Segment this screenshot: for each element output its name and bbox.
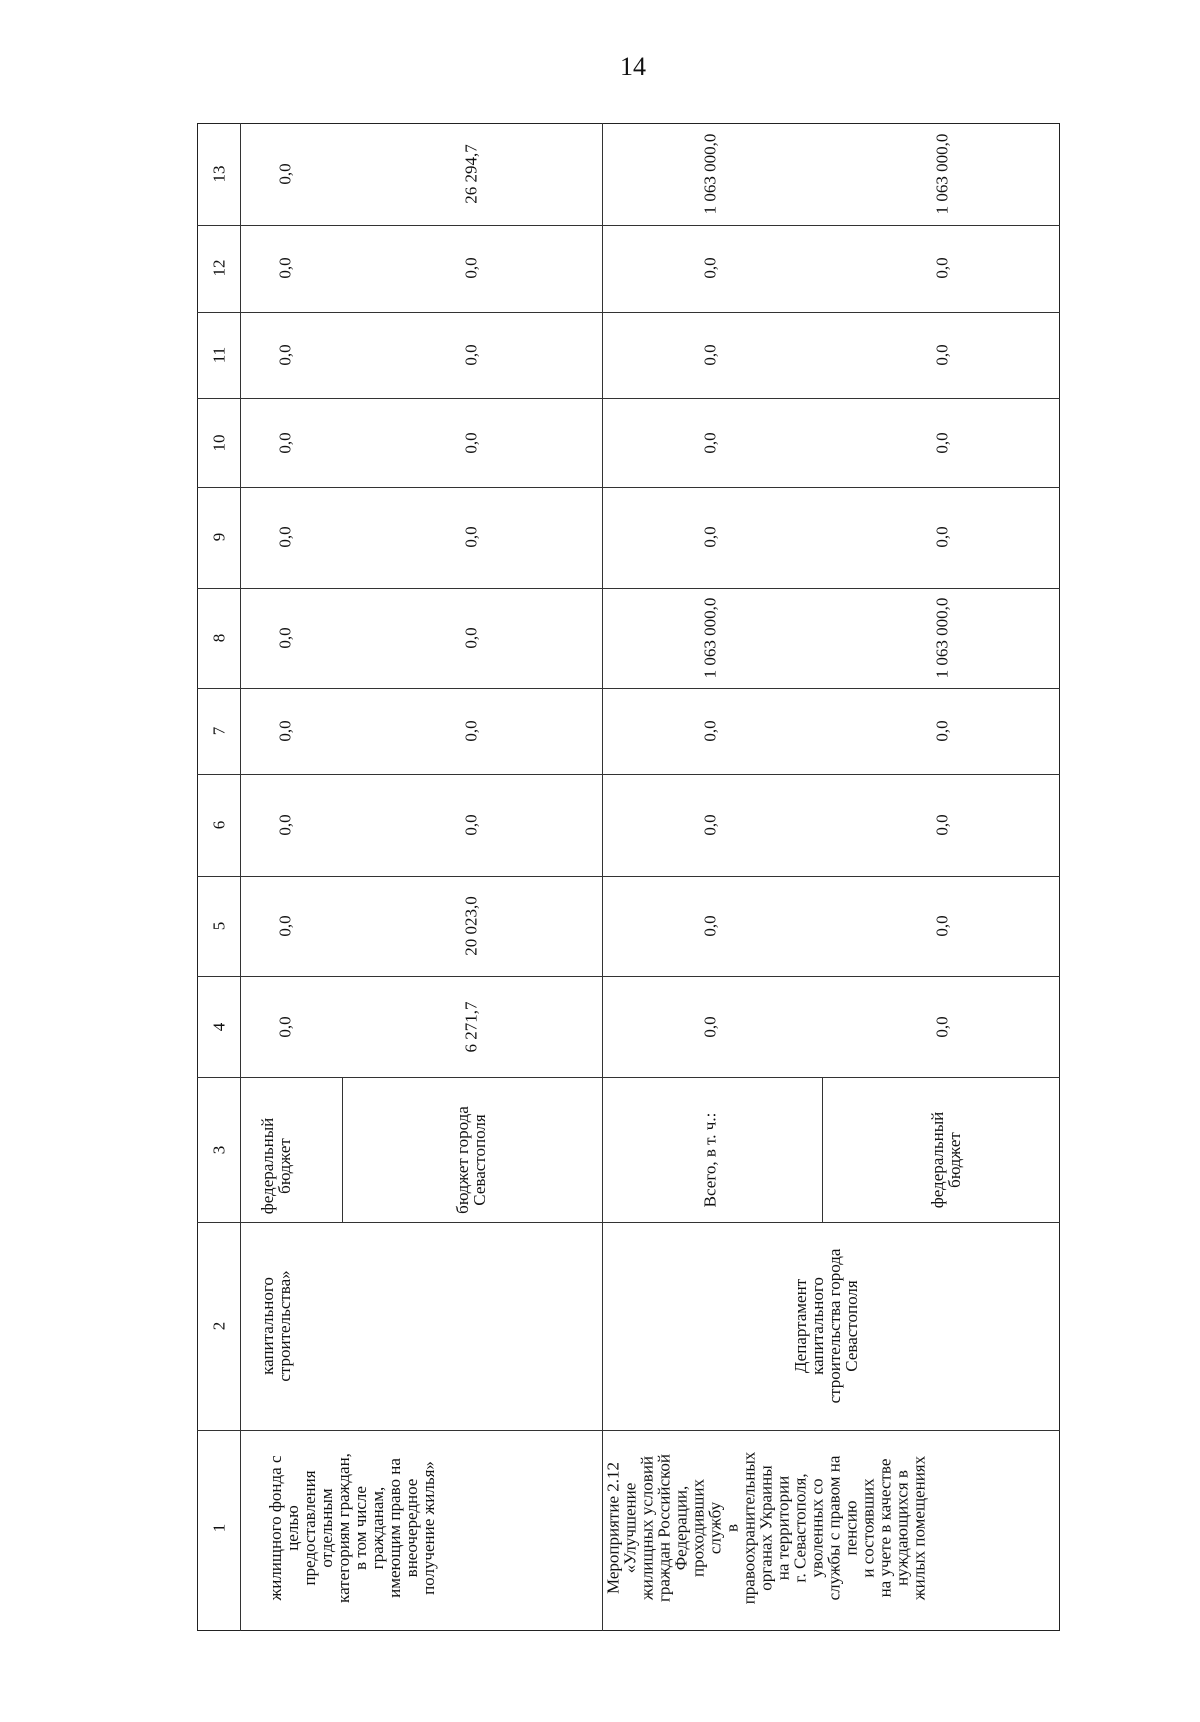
column-boundary [197, 1222, 1060, 1223]
row-boundary [602, 123, 603, 1631]
amount-cell: 0,0 [275, 163, 295, 185]
column-number: 12 [209, 259, 229, 277]
page-number: 14 [620, 52, 646, 81]
column-number: 9 [209, 532, 229, 542]
amount-cell: 0,0 [275, 257, 295, 279]
measure-description: Мероприятие 2.12 «Улучшение жилищных условий граждан Российской Федерации, проходивших службу в правоохранительных органах Украины на территории г. Севастополя, уволенных со службы с правом на пенсию и состоявших на учете в качестве нуждающихся в жилых помещениях [603, 1451, 929, 1605]
amount-cell: 0,0 [932, 1016, 952, 1038]
amount-cell: 0,0 [700, 720, 720, 742]
column-number: 2 [209, 1321, 229, 1331]
funding-source-federal: федеральный бюджет [928, 1111, 964, 1209]
amount-cell: 20 023,0 [461, 896, 481, 956]
amount-cell: 0,0 [700, 814, 720, 836]
executor: Департамент капитального строительства города Севастополя [791, 1248, 861, 1404]
column-boundary [197, 312, 1060, 313]
column-boundary [197, 398, 1060, 399]
amount-cell: 0,0 [275, 344, 295, 366]
column-boundary [197, 1430, 1060, 1431]
amount-cell: 0,0 [461, 257, 481, 279]
amount-cell: 0,0 [275, 814, 295, 836]
amount-cell: 6 271,7 [461, 1001, 481, 1053]
amount-cell: 0,0 [275, 627, 295, 649]
column-number: 6 [209, 820, 229, 830]
row-boundary [342, 1077, 343, 1222]
amount-cell: 0,0 [932, 720, 952, 742]
amount-cell: 0,0 [932, 257, 952, 279]
amount-cell: 0,0 [700, 432, 720, 454]
header-row-boundary [240, 123, 241, 1631]
amount-cell: 0,0 [700, 257, 720, 279]
amount-cell: 1 063 000,0 [932, 597, 952, 679]
amount-cell: 1 063 000,0 [700, 597, 720, 679]
column-boundary [197, 688, 1060, 689]
column-boundary [197, 1077, 1060, 1078]
column-boundary [197, 976, 1060, 977]
column-number: 1 [209, 1523, 229, 1533]
amount-cell: 0,0 [700, 1016, 720, 1038]
amount-cell: 0,0 [461, 627, 481, 649]
amount-cell: 0,0 [275, 1016, 295, 1038]
amount-cell: 0,0 [275, 720, 295, 742]
amount-cell: 0,0 [461, 344, 481, 366]
amount-cell: 0,0 [932, 432, 952, 454]
column-number: 7 [209, 726, 229, 736]
amount-cell: 0,0 [275, 915, 295, 937]
budget-table [197, 123, 1060, 1631]
row-boundary [342, 1222, 606, 1223]
amount-cell: 1 063 000,0 [932, 133, 952, 215]
column-number: 13 [209, 165, 229, 183]
amount-cell: 0,0 [932, 526, 952, 548]
funding-source-city: бюджет города Севастополя [453, 1106, 489, 1214]
amount-cell: 0,0 [275, 526, 295, 548]
funding-source-total: Всего, в т. ч.: [700, 1112, 720, 1208]
amount-cell: 0,0 [461, 814, 481, 836]
amount-cell: 26 294,7 [461, 144, 481, 204]
amount-cell: 1 063 000,0 [700, 133, 720, 215]
column-number: 11 [209, 346, 229, 364]
column-boundary [197, 225, 1060, 226]
column-number: 5 [209, 921, 229, 931]
funding-source-federal: федеральный бюджет [258, 1117, 294, 1215]
measure-description: жилищного фонда с целью предоставления отдельным категориям граждан, в том числе гражданам, имеющим право на внеочередное получение жилья» [266, 1453, 438, 1603]
column-boundary [197, 774, 1060, 775]
amount-cell: 0,0 [932, 814, 952, 836]
amount-cell: 0,0 [932, 344, 952, 366]
amount-cell: 0,0 [932, 915, 952, 937]
row-boundary [822, 1077, 823, 1222]
column-boundary [197, 588, 1060, 589]
amount-cell: 0,0 [700, 915, 720, 937]
amount-cell: 0,0 [461, 526, 481, 548]
column-number: 8 [209, 633, 229, 643]
column-boundary [197, 876, 1060, 877]
column-boundary [197, 487, 1060, 488]
amount-cell: 0,0 [275, 432, 295, 454]
column-number: 10 [209, 434, 229, 452]
amount-cell: 0,0 [700, 526, 720, 548]
amount-cell: 0,0 [461, 432, 481, 454]
column-number: 3 [209, 1145, 229, 1155]
amount-cell: 0,0 [700, 344, 720, 366]
executor: капитального строительства» [258, 1270, 294, 1382]
amount-cell: 0,0 [461, 720, 481, 742]
column-number: 4 [209, 1022, 229, 1032]
